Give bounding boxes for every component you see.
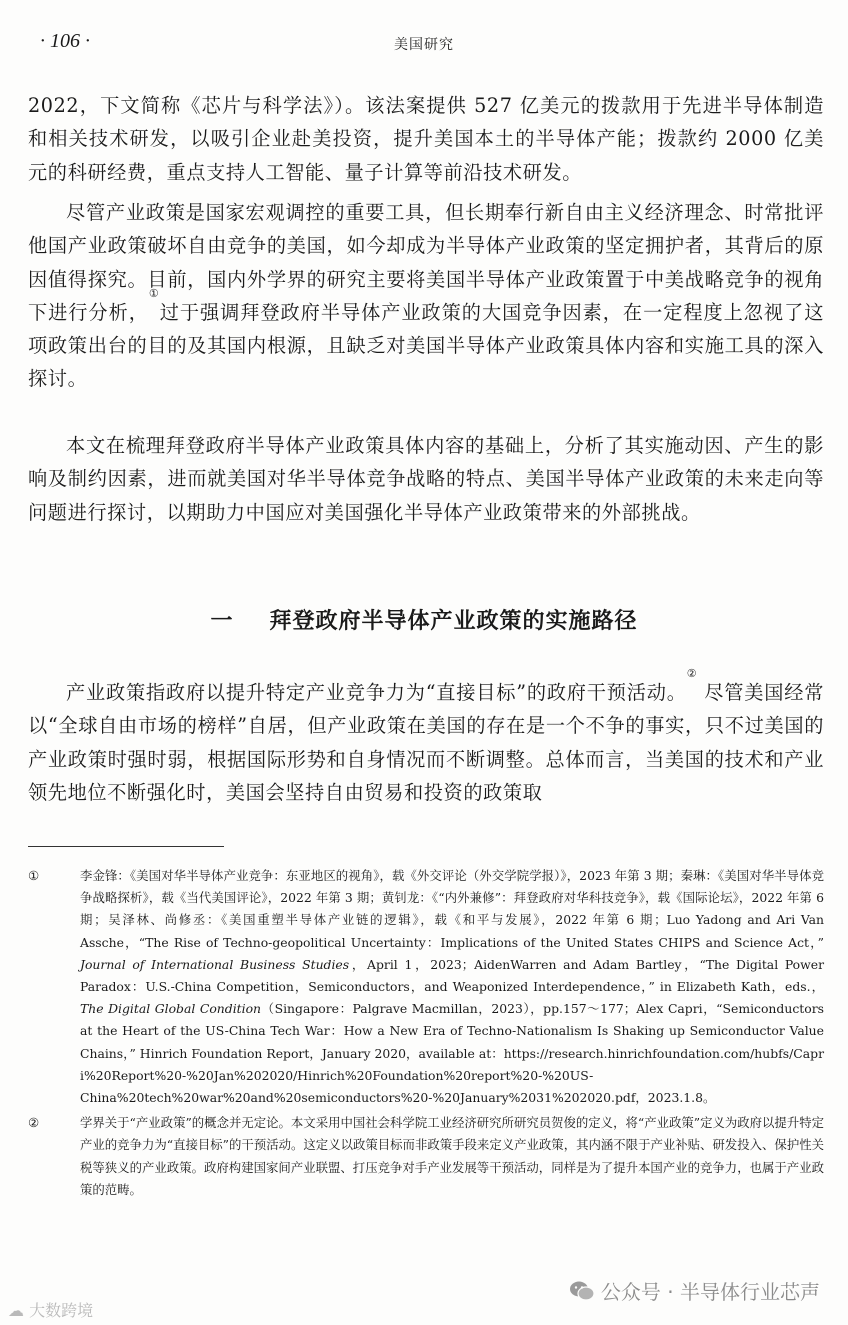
paragraph-1-text-b: 过于强调拜登政府半导体产业政策的大国竞争因素，在一定程度上忽视了这项政策出台的目的及其国内根源，且缺乏对美国半导体产业政策具体内容和实施工具的深入探讨。 [28, 300, 824, 391]
cloud-logo-icon: ☁ [8, 1301, 30, 1320]
footnote-1-journal: Journal of International Business Studies [80, 956, 350, 972]
footnote-1-text-2: ，April 1，2023；AidenWarren and Adam Bartley，“The Digital Power Paradox：U.S.-China Competition，Semiconductors，and Weaponized Interdependence，” in Elizabeth Kath，eds.， [80, 956, 824, 995]
page-number: · 106 · [40, 30, 90, 52]
footnote-1-text-3: （Singapore：Palgrave Macmillan，2023），pp.157～177；Alex Capri，“Semiconductors at the Heart of the US-China Tech War：How a New Era of Techno-Nationalism Is Shaking up Semiconductor Value Chains，” Hinrich Foundation Report，January 2020，available at：https://research.hinrichfoundation.com/hubfs/Capr i%20Report%20-%20Jan%202020/Hinrich%20Foundation%20report%20-%20US-China%20tech%20war%20and%20semiconductors%20-%20January%2031%202020.pdf，2023.1.8。 [80, 1001, 824, 1106]
footnotes [28, 865, 824, 1204]
wechat-watermark [569, 1276, 820, 1305]
paragraph-2: 本文在梳理拜登政府半导体产业政策具体内容的基础上，分析了其实施动因、产生的影响及制约因素，进而就美国对华半导体竞争战略的特点、美国半导体产业政策的未来走向等问题进行探讨，以期助力中国应对美国强化半导体产业政策带来的外部挑战。 [28, 434, 824, 524]
paragraph-continued: 2022，下文简称《芯片与科学法》）。该法案提供 527 亿美元的拨款用于先进半导体制造和相关技术研发，以吸引企业赴美投资，提升美国本土的半导体产能；拨款约 2000 亿美元的科研经费，重点支持人工智能、量子计算等前沿技术研发。 [28, 94, 824, 184]
footnote-ref-1[interactable]: ① [148, 286, 160, 300]
paragraph-3 [28, 667, 824, 809]
wechat-icon [569, 1280, 595, 1302]
section-heading [0, 604, 848, 635]
running-title: 美国研究 [394, 37, 454, 53]
section-number: 一 [210, 609, 234, 634]
corner-watermark-text: 大数跨境 [29, 1301, 94, 1320]
section-title: 拜登政府半导体产业政策的实施路径 [269, 609, 638, 634]
paragraph-1-text-a: 尽管产业政策是国家宏观调控的重要工具，但长期奉行新自由主义经济理念、时常批评他国产业政策破坏自由竞争的美国，如今却成为半导体产业政策的坚定拥护者，其背后的原因值得探究。目前，国内外学界的研究主要将美国半导体产业政策置于中美战略竞争的视角下进行分析， [28, 201, 824, 324]
footnote-1-book: The Digital Global Condition [80, 1001, 262, 1017]
page-header [28, 30, 820, 56]
footnote-rule [28, 846, 224, 847]
footnote-1 [28, 865, 824, 1109]
paragraph-1 [28, 196, 824, 396]
footnote-2 [28, 1112, 824, 1201]
paragraph-3-text-a: 产业政策指政府以提升特定产业竞争力为“直接目标”的政府干预活动。 [66, 681, 687, 704]
paragraph-3-text-b: 尽管美国经常以“全球自由市场的榜样”自居，但产业政策在美国的存在是一个不争的事实，只不过美国的产业政策时强时弱，根据国际形势和自身情况而不断调整。总体而言，当美国的技术和产业领先地位不断强化时，美国会坚持自由贸易和投资的政策取 [28, 681, 824, 804]
footnote-ref-2[interactable]: ② [686, 667, 698, 680]
wechat-watermark-text: 公众号 · 半导体行业芯声 [600, 1280, 820, 1304]
footnote-marker-2: ② [28, 1115, 40, 1131]
corner-watermark [8, 1298, 93, 1321]
footnote-2-text: 学界关于“产业政策”的概念并无定论。本文采用中国社会科学院工业经济研究所研究员贺俊的定义，将“产业政策”定义为政府以提升特定产业的竞争力为“直接目标”的干预活动。这定义以政策目标而非政策手段来定义产业政策，其内涵不限于产业补贴、研发投入、保护性关税等狭义的产业政策。政府构建国家间产业联盟、打压竞争对手产业发展等干预活动，同样是为了提升本国产业的竞争力，也属于产业政策的范畴。 [80, 1115, 824, 1197]
footnote-1-text-1: 李金锋：《美国对华半导体产业竞争：东亚地区的视角》，载《外交评论（外交学院学报）》，2023 年第 3 期；秦琳：《美国对华半导体竞争战略探析》，载《当代美国评论》，2022 年第 3 期；黄钊龙：《“内外兼修”：拜登政府对华科技竞争》，载《国际论坛》，2022 年第 6 期；吴泽林、尚修丞：《美国重塑半导体产业链的逻辑》，载《和平与发展》，2022 年第 6 期；Luo Yadong and Ari Van Assche，“The Rise of Techno-geopolitical Uncertainty：Implications of the United States CHIPS and Science Act，” [80, 868, 824, 950]
footnote-marker-1: ① [28, 868, 40, 883]
